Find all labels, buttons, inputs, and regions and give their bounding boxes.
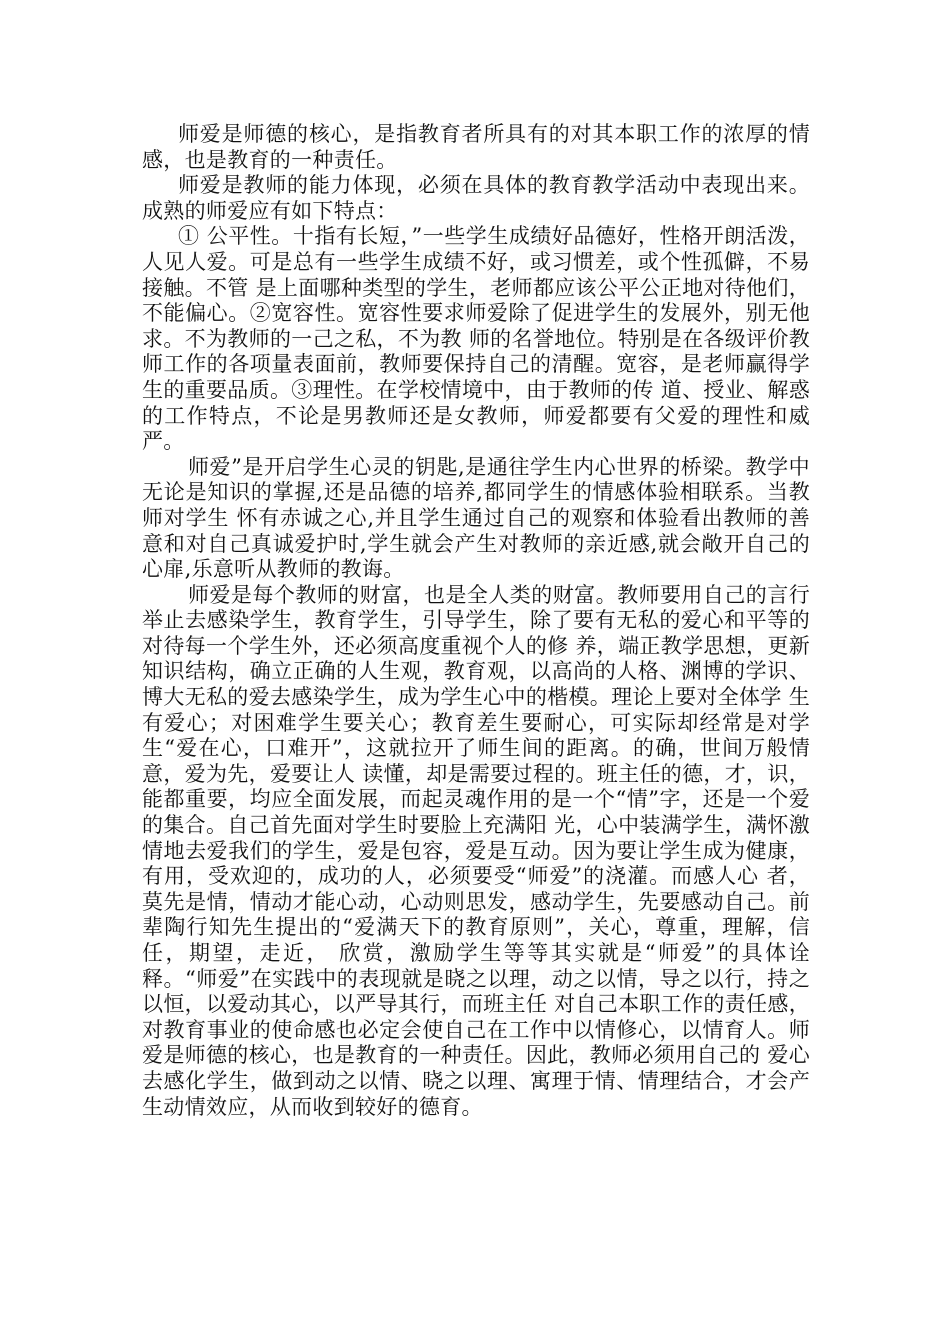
paragraph-definition: 师爱是师德的核心，是指教育者所具有的对其本职工作的浓厚的情感，也是教育的一种责任。 <box>142 122 810 172</box>
paragraph-characteristics: ① 公平性。十指有长短，”一些学生成绩好品德好，性格开朗活泼，人见人爱。可是总有一些学生成绩不好，或习惯差，或个性孤僻，不易接触。不管 是上面哪种类型的学生，老师都应该公平公正地对待他们，不能偏心。②宽容性。宽容性要求师爱除了促进学生的发展外，别无他求。不为教师的一己之私，不为教 师的名誉地位。特别是在各级评价教师工作的各项量表面前，教师要保持自己的清醒。宽容，是老师赢得学生的重要品质。③理性。在学校情境中，由于教师的传 道、授业、解惑的工作特点，不论是男教师还是女教师，师爱都要有父爱的理性和威严。 <box>142 224 810 454</box>
document-body <box>142 122 810 1120</box>
paragraph-key-to-hearts: 师爱”是开启学生心灵的钥匙,是通往学生内心世界的桥梁。教学中无论是知识的掌握,还是品德的培养,都同学生的情感体验相联系。当教师对学生 怀有赤诚之心,并且学生通过自己的观察和体验看出教师的善意和对自己真诚爱护时,学生就会产生对教师的亲近感,就会敞开自己的心扉,乐意听从教师的教诲。 <box>142 454 810 582</box>
paragraph-wealth: 师爱是每个教师的财富，也是全人类的财富。教师要用自己的言行举止去感染学生，教育学生，引导学生，除了要有无私的爱心和平等的对待每一个学生外，还必须高度重视个人的修 养，端正教学思想，更新知识结构，确立正确的人生观，教育观，以高尚的人格、渊博的学识、博大无私的爱去感染学生，成为学生心中的楷模。理论上要对全体学 生有爱心；对困难学生要关心；教育差生要耐心，可实际却经常是对学生“爱在心，口难开”，这就拉开了师生间的距离。的确，世间万般情意，爱为先，爱要让人 读懂，却是需要过程的。班主任的德，才，识，能都重要，均应全面发展，而起灵魂作用的是一个“情”字，还是一个爱的集合。自己首先面对学生时要脸上充满阳 光，心中装满学生，满怀激情地去爱我们的学生，爱是包容，爱是互动。因为要让学生成为健康，有用，受欢迎的，成功的人，必须要受“师爱”的浇灌。而感人心 者，莫先是情，情动才能心动，心动则思发，感动学生，先要感动自己。前辈陶行知先生提出的“爱满天下的教育原则”，关心，尊重，理解，信任，期望，走近， 欣赏，激励学生等等其实就是“师爱”的具体诠释。“师爱”在实践中的表现就是晓之以理，动之以情，导之以行，持之以恒，以爱动其心，以严导其行，而班主任 对自己本职工作的责任感，对教育事业的使命感也必定会使自己在工作中以情修心，以情育人。师爱是师德的核心，也是教育的一种责任。因此，教师必须用自己的 爱心去感化学生，做到动之以情、晓之以理、寓理于情、情理结合，才会产生动情效应，从而收到较好的德育。 <box>142 582 810 1119</box>
paragraph-ability: 师爱是教师的能力体现，必须在具体的教育教学活动中表现出来。成熟的师爱应有如下特点： <box>142 173 810 223</box>
